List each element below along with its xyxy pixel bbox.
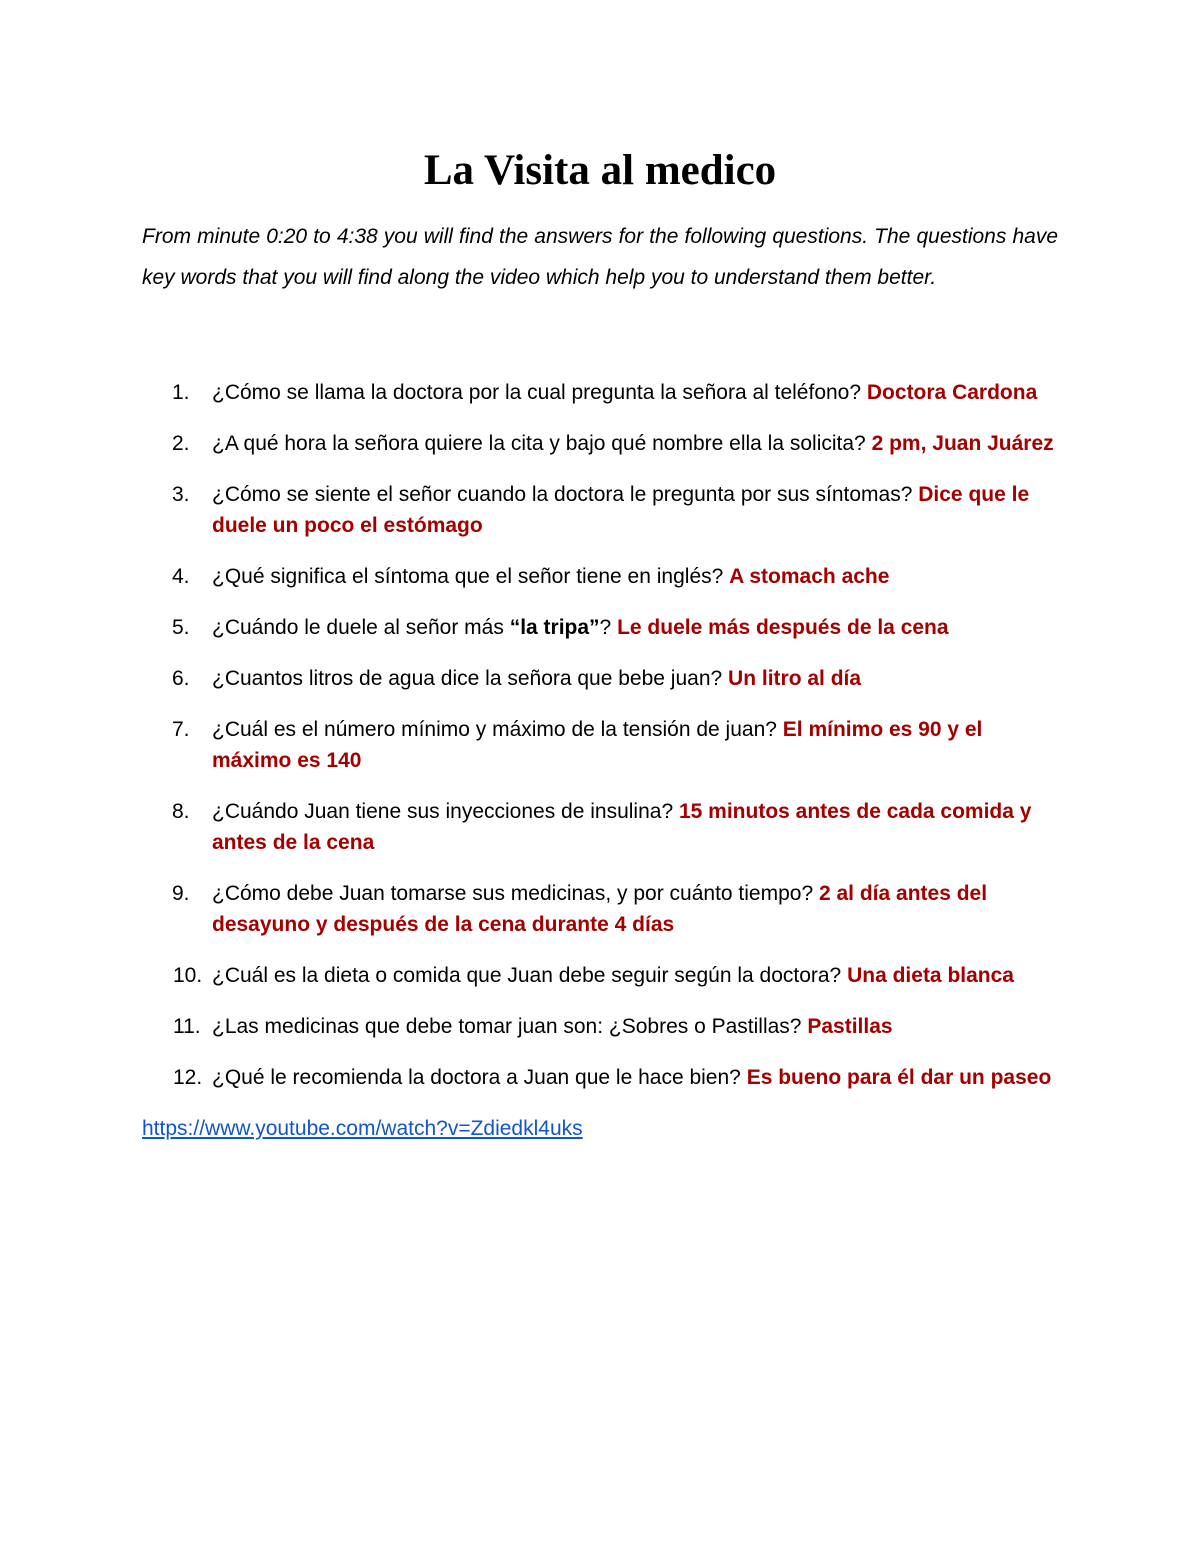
question-number: 1. xyxy=(172,381,190,404)
question-number: 10. xyxy=(173,964,203,987)
list-item xyxy=(142,663,1058,694)
youtube-link[interactable]: https://www.youtube.com/watch?v=Zdiedkl4uks xyxy=(142,1117,583,1140)
question-number: 2. xyxy=(172,432,190,455)
list-item xyxy=(142,1062,1058,1093)
question-text: ¿A qué hora la señora quiere la cita y bajo qué nombre ella la solicita? xyxy=(212,432,866,455)
question-text: ¿Cómo se siente el señor cuando la doctora le pregunta por sus síntomas? xyxy=(212,483,913,506)
question-text: ¿Qué le recomienda la doctora a Juan que le hace bien? xyxy=(212,1066,741,1089)
question-number: 7. xyxy=(172,718,190,741)
question-number: 12. xyxy=(173,1066,203,1089)
list-item xyxy=(142,960,1058,991)
answer-text: El mínimo es 90 y el máximo es 140 xyxy=(212,718,983,772)
document-page xyxy=(142,140,1058,1144)
question-text: ¿Cómo se llama la doctora por la cual pregunta la señora al teléfono? xyxy=(212,381,862,404)
answer-text: Doctora Cardona xyxy=(866,381,1038,404)
question-number: 11. xyxy=(173,1015,201,1038)
answer-text: 15 minutos antes de cada comida y antes de la cena xyxy=(212,800,1032,854)
question-number: 9. xyxy=(172,882,190,905)
list-item xyxy=(142,796,1058,858)
document-title: La Visita al medico xyxy=(423,147,777,194)
question-text: ¿Qué significa el síntoma que el señor tiene en inglés? xyxy=(212,565,724,588)
list-item xyxy=(142,561,1058,592)
list-item xyxy=(142,1011,1058,1042)
emphasis-text: “la tripa” xyxy=(509,616,600,639)
question-number: 8. xyxy=(172,800,190,823)
question-text: ¿Cuándo le duele al señor más xyxy=(212,616,504,639)
answer-text: 2 al día antes del desayuno y después de la cena durante 4 días xyxy=(212,882,988,936)
question-text: ¿Las medicinas que debe tomar juan son: ¿Sobres o Pastillas? xyxy=(212,1015,802,1038)
question-text: ¿Cómo debe Juan tomarse sus medicinas, y por cuánto tiempo? xyxy=(212,882,814,905)
question-number: 5. xyxy=(172,616,190,639)
question-text: ¿Cuál es el número mínimo y máximo de la tensión de juan? xyxy=(212,718,777,741)
list-item xyxy=(142,377,1058,408)
answer-text: Le duele más después de la cena xyxy=(617,616,949,639)
answer-text: 2 pm, Juan Juárez xyxy=(871,432,1054,455)
answer-text: A stomach ache xyxy=(729,565,890,588)
list-item xyxy=(142,612,1058,643)
question-text: ¿Cuál es la dieta o comida que Juan debe seguir según la doctora? xyxy=(212,964,842,987)
question-number: 3. xyxy=(172,483,190,506)
question-text: ¿Cuantos litros de agua dice la señora que bebe juan? xyxy=(212,667,723,690)
answer-text: Pastillas xyxy=(807,1015,893,1038)
list-item xyxy=(142,479,1058,541)
question-text: ¿Cuándo Juan tiene sus inyecciones de insulina? xyxy=(212,800,674,823)
answer-text: Es bueno para él dar un paseo xyxy=(746,1066,1052,1089)
answer-text: Dice que le duele un poco el estómago xyxy=(212,483,1030,537)
intro-paragraph: From minute 0:20 to 4:38 you will find the answers for the following questions. The questions have key words that you will find along the video which help you to understand them better. xyxy=(142,225,1058,289)
answer-text: Una dieta blanca xyxy=(847,964,1014,987)
question-text-end: ? xyxy=(599,616,612,639)
list-item xyxy=(142,714,1058,776)
answer-text: Un litro al día xyxy=(728,667,862,690)
question-number: 6. xyxy=(172,667,190,690)
question-list xyxy=(142,377,1058,1093)
question-number: 4. xyxy=(172,565,190,588)
list-item xyxy=(142,428,1058,459)
list-item xyxy=(142,878,1058,940)
